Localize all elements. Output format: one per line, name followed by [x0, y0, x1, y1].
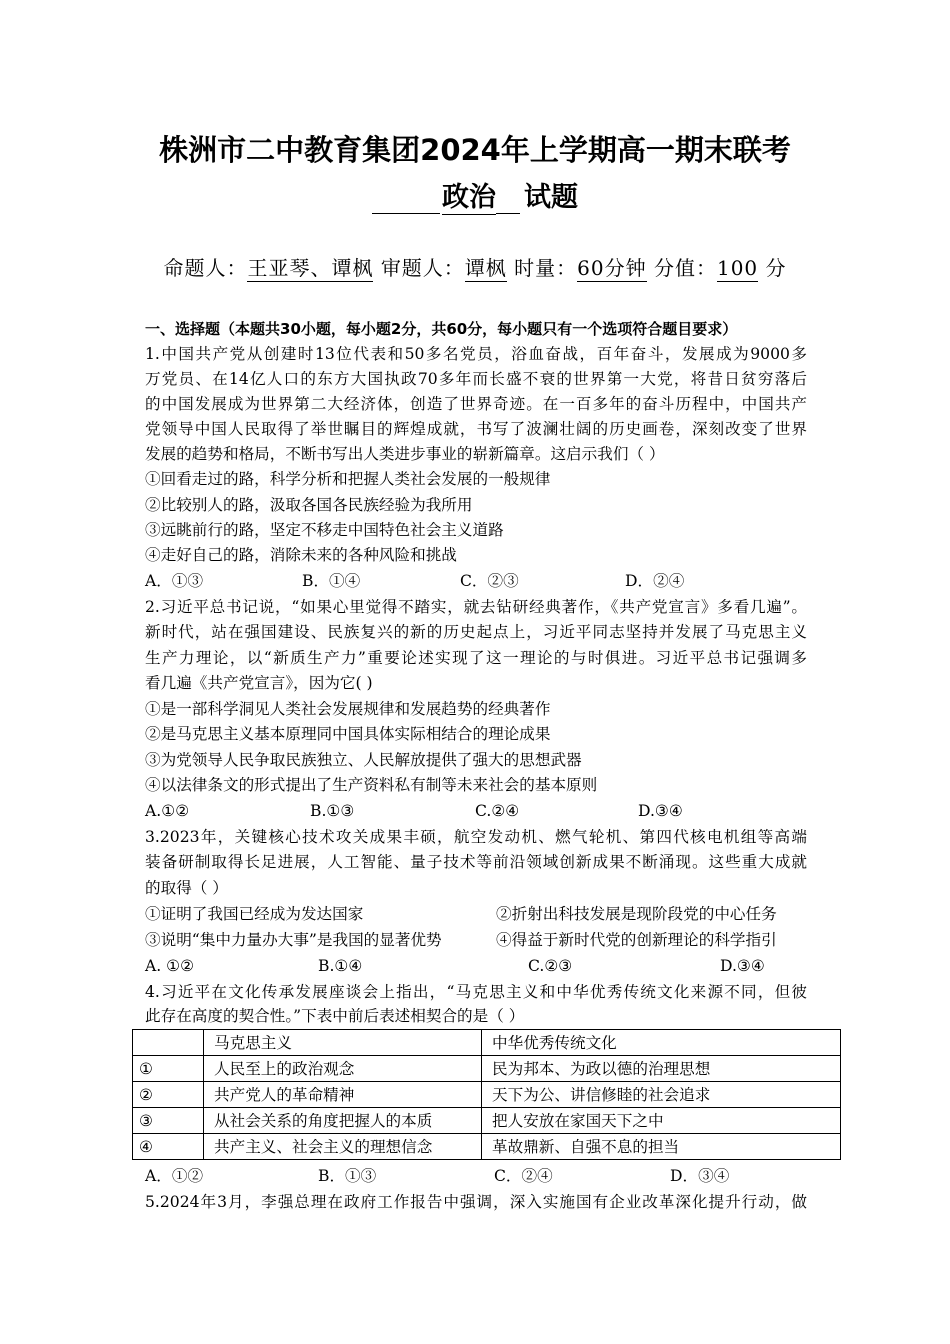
q3-item: ①证明了我国已经成为发达国家	[145, 905, 364, 923]
q3-item: ②折射出科技发展是现阶段党的中心任务	[496, 905, 777, 923]
table-cell: ①	[133, 1056, 204, 1082]
q1-option-b[interactable]: B．①④	[302, 572, 361, 590]
score-unit: 分	[765, 256, 787, 280]
table-header-cell	[133, 1030, 204, 1056]
q2-stem-line: 看几遍《共产党宣言》，因为它( )	[145, 674, 373, 692]
q5-stem-line: 5.2024年3月，李强总理在政府工作报告中强调，深入实施国有企业改革深化提升行动，做	[145, 1193, 807, 1211]
q1-item: ③远眺前行的路，坚定不移走中国特色社会主义道路	[145, 521, 504, 539]
author-name: 王亚琴、谭枫	[247, 256, 374, 280]
q4-option-d[interactable]: D．③④	[670, 1167, 730, 1185]
q4-option-b[interactable]: B．①③	[318, 1167, 377, 1185]
exam-subject-suffix: 试题	[524, 182, 578, 213]
q4-option-a[interactable]: A．①②	[145, 1167, 204, 1185]
q4-comparison-table	[132, 1029, 841, 1160]
q3-option-a[interactable]: A. ①②	[145, 957, 195, 975]
table-row	[133, 1056, 841, 1082]
q3-stem-line: 3.2023年，关键核心技术攻关成果丰硕，航空发动机、燃气轮机、第四代核电机组等高端	[145, 828, 807, 846]
q2-stem-line: 2.习近平总书记说，“如果心里觉得不踏实，就去钻研经典著作，《共产党宣言》多看几遍”。	[145, 598, 807, 616]
q3-option-c[interactable]: C.②③	[528, 957, 573, 975]
score-value: 100	[716, 256, 759, 280]
table-cell: 天下为公、讲信修睦的社会追求	[482, 1082, 841, 1108]
table-header-cell: 马克思主义	[204, 1030, 482, 1056]
title-underline-right	[496, 185, 520, 214]
title-underline-left	[372, 185, 440, 214]
reviewer-name: 谭枫	[464, 256, 507, 280]
q1-option-a[interactable]: A．①③	[145, 572, 204, 590]
q4-option-c[interactable]: C．②④	[494, 1167, 553, 1185]
time-label: 时量：	[514, 256, 578, 280]
time-value: 60分钟	[577, 256, 647, 280]
q3-option-d[interactable]: D.③④	[720, 957, 765, 975]
q4-stem-line: 4.习近平在文化传承发展座谈会上指出，“马克思主义和中华优秀传统文化来源不同，但彼	[145, 983, 807, 1001]
q1-item: ④走好自己的路，消除未来的各种风险和挑战	[145, 546, 457, 564]
q1-stem-line: 万党员、在14亿人口的东方大国执政70多年而长盛不衰的世界第一大党，将昔日贫穷落后	[145, 370, 807, 388]
q1-stem-line: 的中国发展成为世界第二大经济体，创造了世界奇迹。在一百多年的奋斗历程中，中国共产	[145, 395, 807, 413]
table-header-cell: 中华优秀传统文化	[482, 1030, 841, 1056]
q2-stem-line: 新时代，站在强国建设、民族复兴的新的历史起点上，习近平同志坚持并发展了马克思主义	[145, 623, 807, 641]
table-cell: 从社会关系的角度把握人的本质	[204, 1108, 482, 1134]
q2-stem-line: 生产力理论，以“新质生产力”重要论述实现了这一理论的与时俱进。习近平总书记强调多	[145, 649, 807, 667]
q1-stem-line: 发展的趋势和格局，不断书写出人类进步事业的崭新篇章。这启示我们（ ）	[145, 445, 665, 463]
reviewer-label: 审题人：	[380, 256, 465, 280]
table-cell: 革故鼎新、自强不息的担当	[482, 1134, 841, 1160]
q1-option-d[interactable]: D．②④	[625, 572, 685, 590]
q3-stem-line: 装备研制取得长足进展，人工智能、量子技术等前沿领域创新成果不断涌现。这些重大成就	[145, 853, 807, 871]
table-row	[133, 1108, 841, 1134]
exam-subject: 政治	[442, 182, 496, 213]
table-cell: ④	[133, 1134, 204, 1160]
table-cell: 民为邦本、为政以德的治理思想	[482, 1056, 841, 1082]
table-cell: 把人安放在家国天下之中	[482, 1108, 841, 1134]
table-cell: ②	[133, 1082, 204, 1108]
exam-title: 株洲市二中教育集团2024年上学期高一期末联考	[159, 133, 791, 167]
q2-item: ①是一部科学洞见人类社会发展规律和发展趋势的经典著作	[145, 700, 551, 718]
q3-option-b[interactable]: B.①④	[318, 957, 363, 975]
author-label: 命题人：	[163, 256, 248, 280]
q3-stem-line: 的取得（ ）	[145, 879, 228, 897]
q3-item: ③说明“集中力量办大事”是我国的显著优势	[145, 931, 442, 949]
q1-stem-line: 党领导中国人民取得了举世瞩目的辉煌成就，书写了波澜壮阔的历史画卷，深刻改变了世界	[145, 420, 807, 438]
q2-item: ③为党领导人民争取民族独立、人民解放提供了强大的思想武器	[145, 751, 582, 769]
q1-stem-line: 1.中国共产党从创建时13位代表和50多名党员，浴血奋战，百年奋斗，发展成为9000多	[145, 345, 807, 363]
exam-subtitle	[0, 175, 950, 214]
score-label: 分值：	[653, 256, 717, 280]
q2-option-a[interactable]: A.①②	[145, 802, 190, 820]
q4-stem-line: 此存在高度的契合性。”下表中前后表述相契合的是（ ）	[145, 1007, 525, 1025]
table-cell: 共产党人的革命精神	[204, 1082, 482, 1108]
q1-item: ①回看走过的路，科学分析和把握人类社会发展的一般规律	[145, 470, 551, 488]
q2-option-c[interactable]: C.②④	[475, 802, 520, 820]
table-header-row	[133, 1030, 841, 1056]
exam-meta	[0, 252, 950, 281]
table-row	[133, 1134, 841, 1160]
q2-item: ②是马克思主义基本原理同中国具体实际相结合的理论成果	[145, 725, 551, 743]
q1-item: ②比较别人的路，汲取各国各民族经验为我所用	[145, 496, 473, 514]
q2-option-d[interactable]: D.③④	[638, 802, 683, 820]
q1-option-c[interactable]: C．②③	[460, 572, 519, 590]
q3-item: ④得益于新时代党的创新理论的科学指引	[496, 931, 777, 949]
section-heading: 一、选择题（本题共30小题，每小题2分，共60分，每小题只有一个选项符合题目要求）	[145, 320, 738, 338]
table-cell: 人民至上的政治观念	[204, 1056, 482, 1082]
table-cell: 共产主义、社会主义的理想信念	[204, 1134, 482, 1160]
q2-option-b[interactable]: B.①③	[310, 802, 355, 820]
table-cell: ③	[133, 1108, 204, 1134]
table-row	[133, 1082, 841, 1108]
q2-item: ④以法律条文的形式提出了生产资料私有制等未来社会的基本原则	[145, 776, 598, 794]
